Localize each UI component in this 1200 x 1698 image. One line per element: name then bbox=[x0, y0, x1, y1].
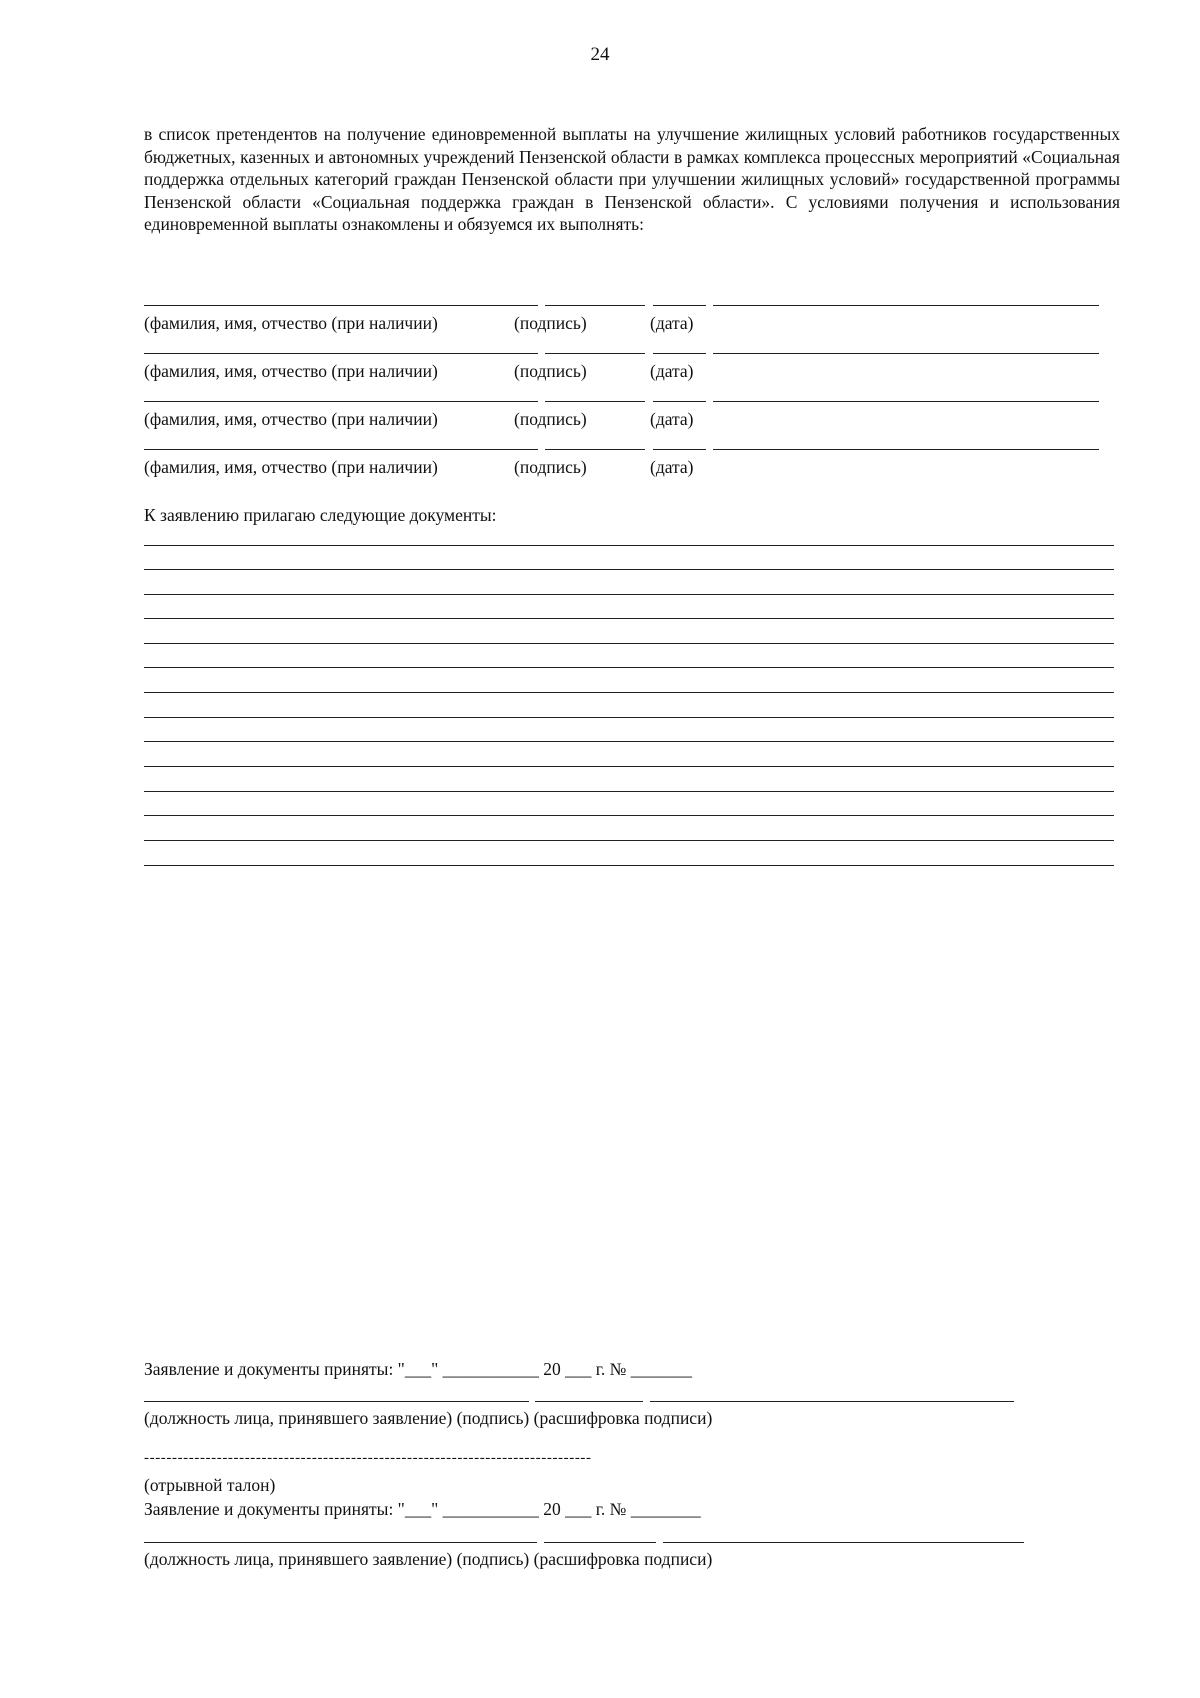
document-entry-line[interactable] bbox=[144, 618, 1114, 619]
document-entry-line[interactable] bbox=[144, 865, 1114, 866]
document-entry-line[interactable] bbox=[144, 643, 1114, 644]
name-label: (фамилия, имя, отчество (при наличии) bbox=[144, 409, 438, 429]
document-entry-line[interactable] bbox=[144, 791, 1114, 792]
tear-off-separator: -------------------------------------------------------------------------------- bbox=[144, 1450, 592, 1466]
page-number: 24 bbox=[590, 44, 610, 65]
document-entry-line[interactable] bbox=[144, 545, 1114, 546]
date-label: (дата) bbox=[650, 361, 694, 381]
signature-decoding-line[interactable] bbox=[663, 1542, 1024, 1543]
name-line[interactable] bbox=[144, 401, 538, 402]
document-entry-line[interactable] bbox=[144, 569, 1114, 570]
extra-line[interactable] bbox=[713, 401, 1099, 402]
date-label: (дата) bbox=[650, 313, 694, 333]
official-position-line[interactable] bbox=[144, 1401, 529, 1402]
acceptance-text: Заявление и документы приняты: "___" ___________ 20 ___ г. № _______ bbox=[144, 1359, 692, 1379]
extra-line[interactable] bbox=[713, 449, 1099, 450]
signature-line[interactable] bbox=[545, 353, 645, 354]
date-line[interactable] bbox=[653, 449, 706, 450]
extra-line[interactable] bbox=[713, 353, 1099, 354]
date-label: (дата) bbox=[650, 409, 694, 429]
signature-label: (подпись) bbox=[514, 313, 587, 333]
documents-heading: К заявлению прилагаю следующие документы: bbox=[144, 505, 497, 525]
acceptance-labels: (должность лица, принявшего заявление) (подпись) (расшифровка подписи) bbox=[144, 1408, 713, 1428]
intro-paragraph: в список претендентов на получение единовременной выплаты на улучшение жилищных условий работников государственных бюджетных, казенных и автономных учреждений Пензенской области в рамках комплекса процессных мероприятий «Социальная поддержка отдельных категорий граждан Пензенской области при улучшении жилищных условий» государственной программы Пензенской области «Социальная поддержка граждан в Пензенской области». С условиями получения и использования единовременной выплаты ознакомлены и обязуемся их выполнять: bbox=[144, 124, 1120, 235]
official-position-line[interactable] bbox=[144, 1542, 537, 1543]
document-entry-line[interactable] bbox=[144, 692, 1114, 693]
official-signature-line[interactable] bbox=[535, 1401, 643, 1402]
document-entry-line[interactable] bbox=[144, 667, 1114, 668]
name-label: (фамилия, имя, отчество (при наличии) bbox=[144, 313, 438, 333]
document-entry-line[interactable] bbox=[144, 741, 1114, 742]
acceptance-labels: (должность лица, принявшего заявление) (подпись) (расшифровка подписи) bbox=[144, 1549, 713, 1569]
document-entry-line[interactable] bbox=[144, 840, 1114, 841]
signature-decoding-line[interactable] bbox=[650, 1401, 1014, 1402]
document-entry-line[interactable] bbox=[144, 815, 1114, 816]
name-line[interactable] bbox=[144, 353, 538, 354]
acceptance-text: Заявление и документы приняты: "___" ___________ 20 ___ г. № ________ bbox=[144, 1499, 701, 1519]
document-entry-line[interactable] bbox=[144, 766, 1114, 767]
date-label: (дата) bbox=[650, 457, 694, 477]
signature-label: (подпись) bbox=[514, 457, 587, 477]
signature-line[interactable] bbox=[545, 449, 645, 450]
signature-line[interactable] bbox=[545, 401, 645, 402]
date-line[interactable] bbox=[653, 305, 706, 306]
extra-line[interactable] bbox=[713, 305, 1099, 306]
name-line[interactable] bbox=[144, 305, 538, 306]
name-line[interactable] bbox=[144, 449, 538, 450]
name-label: (фамилия, имя, отчество (при наличии) bbox=[144, 361, 438, 381]
signature-line[interactable] bbox=[545, 305, 645, 306]
name-label: (фамилия, имя, отчество (при наличии) bbox=[144, 457, 438, 477]
date-line[interactable] bbox=[653, 353, 706, 354]
signature-label: (подпись) bbox=[514, 409, 587, 429]
official-signature-line[interactable] bbox=[544, 1542, 656, 1543]
document-entry-line[interactable] bbox=[144, 717, 1114, 718]
signature-label: (подпись) bbox=[514, 361, 587, 381]
document-entry-line[interactable] bbox=[144, 594, 1114, 595]
tear-off-label: (отрывной талон) bbox=[144, 1475, 276, 1495]
date-line[interactable] bbox=[653, 401, 706, 402]
